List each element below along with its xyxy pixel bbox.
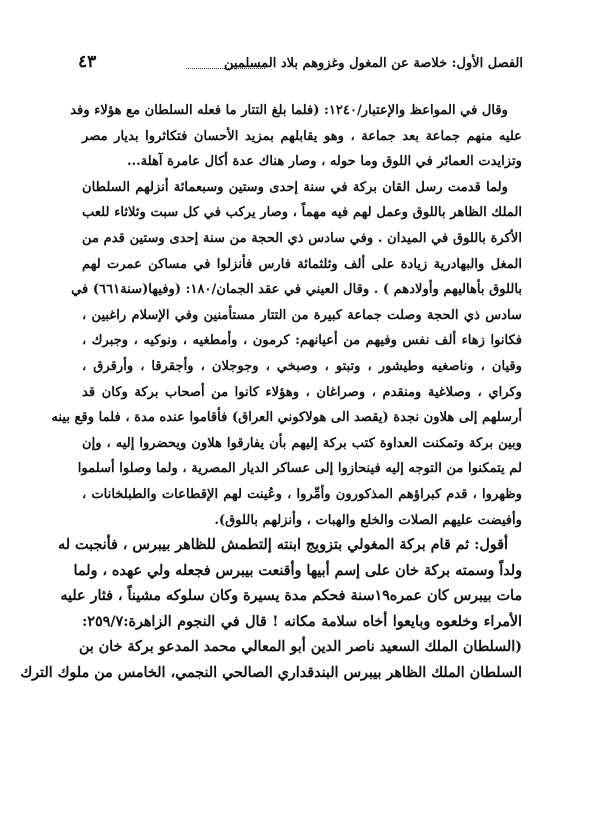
text-line: أقول: ثم قام بركة المغولي بتزويج ابنته إلتطمش للظاهر بيبرس ، فأنجبت له <box>58 537 508 554</box>
text-line: ولداً وسمته بركة خان على إسم أبيها وأقنعت بيبرس فجعله ولي عهده ، ولما <box>73 562 522 579</box>
text-line: المغل والبهادرية زيادة على ألف وثلثمائة فارس فأنزلوا في مساكن عمرت لهم <box>82 256 522 272</box>
text-line: وقال في المواعظ والإعتبار/١٢٤٠: (فلما بلغ التتار ما فعله السلطان مع هؤلاء وفد <box>70 103 508 118</box>
chapter-title: الفصل الأول: خلاصة عن المغول وغزوهم بلاد المسلمين <box>224 56 523 71</box>
text-line: الأمراء وخلعوه وبايعوا أخاه سلامة مكانه ! قال في النجوم الزاهرة:٢٥٩/٧: <box>82 613 522 630</box>
text-line: الأكرة باللوق في الميدان . وفي سادس ذي الحجة من سنة إحدى وستين قدم من <box>82 230 522 246</box>
text-line: الملك الظاهر باللوق وعمل لهم فيه مهماً ، وصار يركب في كل سبت وثلاثاء للعب <box>82 205 522 221</box>
text-line: فكانوا زهاء ألف نفس وفيهم من أعيانهم: كرمون ، وأمطغيه ، ونوكيه ، وجبرك ، <box>82 333 522 349</box>
body-text <box>20 98 522 687</box>
text-line: وكراي ، وصلاغية ومنقدم ، وصراغان ، وهؤلاء كانوا من أصحاب بركة وكان قد <box>82 384 522 400</box>
page-number: ٤٣ <box>78 52 97 72</box>
text-line: وأفيضت عليهم الصلات والخلع والهبات ، وأنزلهم باللوق). <box>214 512 522 528</box>
text-line: السلطان الملك الظاهر بيبرس البندقداري الصالحي النجمي، الخامس من ملوك الترك <box>20 665 522 682</box>
text-line: وقيان ، وناصغيه وطيشور ، وتبتو ، وصبخي ، وجوجلان ، وأجقرقا ، وأرقرق ، <box>82 358 522 374</box>
text-line: باللوق بأهاليهم وأولادهم ) . وقال العيني في عقد الجمان/١٨٠: (وفيها(سنة٦٦١) في <box>71 282 522 298</box>
text-line: وتزايدت العمائر في اللوق وما حوله ، وصار هناك عدة أكال عامرة آهلة... <box>126 154 522 170</box>
running-header <box>78 52 523 78</box>
text-line: لم يتمكنوا من التوجه إليه فينحازوا إلى عساكر الديار المصرية ، ولما وصلوا أسلموا <box>77 461 522 477</box>
text-line: ولما قدمت رسل القان بركة في سنة إحدى وستين وسبعمائة أنزلهم السلطان <box>82 179 508 195</box>
text-line: (السلطان الملك السعيد ناصر الدين أبو المعالي محمد المدعو بركة خان بن <box>78 639 522 656</box>
header-dotted-leader <box>186 68 265 69</box>
text-line: مات بيبرس كان عمره١٩سنة فحكم مدة يسيرة وكان سلوكه مشيناً ، فثار عليه <box>60 588 522 605</box>
text-line: وبين بركة وتمكنت العداوة كتب بركة إليهم بأن يفارقوا هلاون ويحضروا إليه ، وإن <box>82 435 522 451</box>
text-line: عليه منهم جماعة بعد جماعة ، وهو يقابلهم بمزيد الأحسان فتكاثروا بديار مصر <box>82 128 522 144</box>
text-line: سادس ذي الحجة وصلت جماعة كبيرة من التتار مستأمنين وفي الإسلام راغبين ، <box>82 307 522 323</box>
text-line: أرسلهم إلى هلاون نجدة (يقصد الى هولاكوني العراق) فأقاموا عنده مدة ، فلما وقع بينه <box>51 410 522 426</box>
text-line: وظهروا ، قدم كبراؤهم المذكورون وأمِّروا ، وعُينت لهم الإقطاعات والطبلخانات ، <box>82 486 522 502</box>
